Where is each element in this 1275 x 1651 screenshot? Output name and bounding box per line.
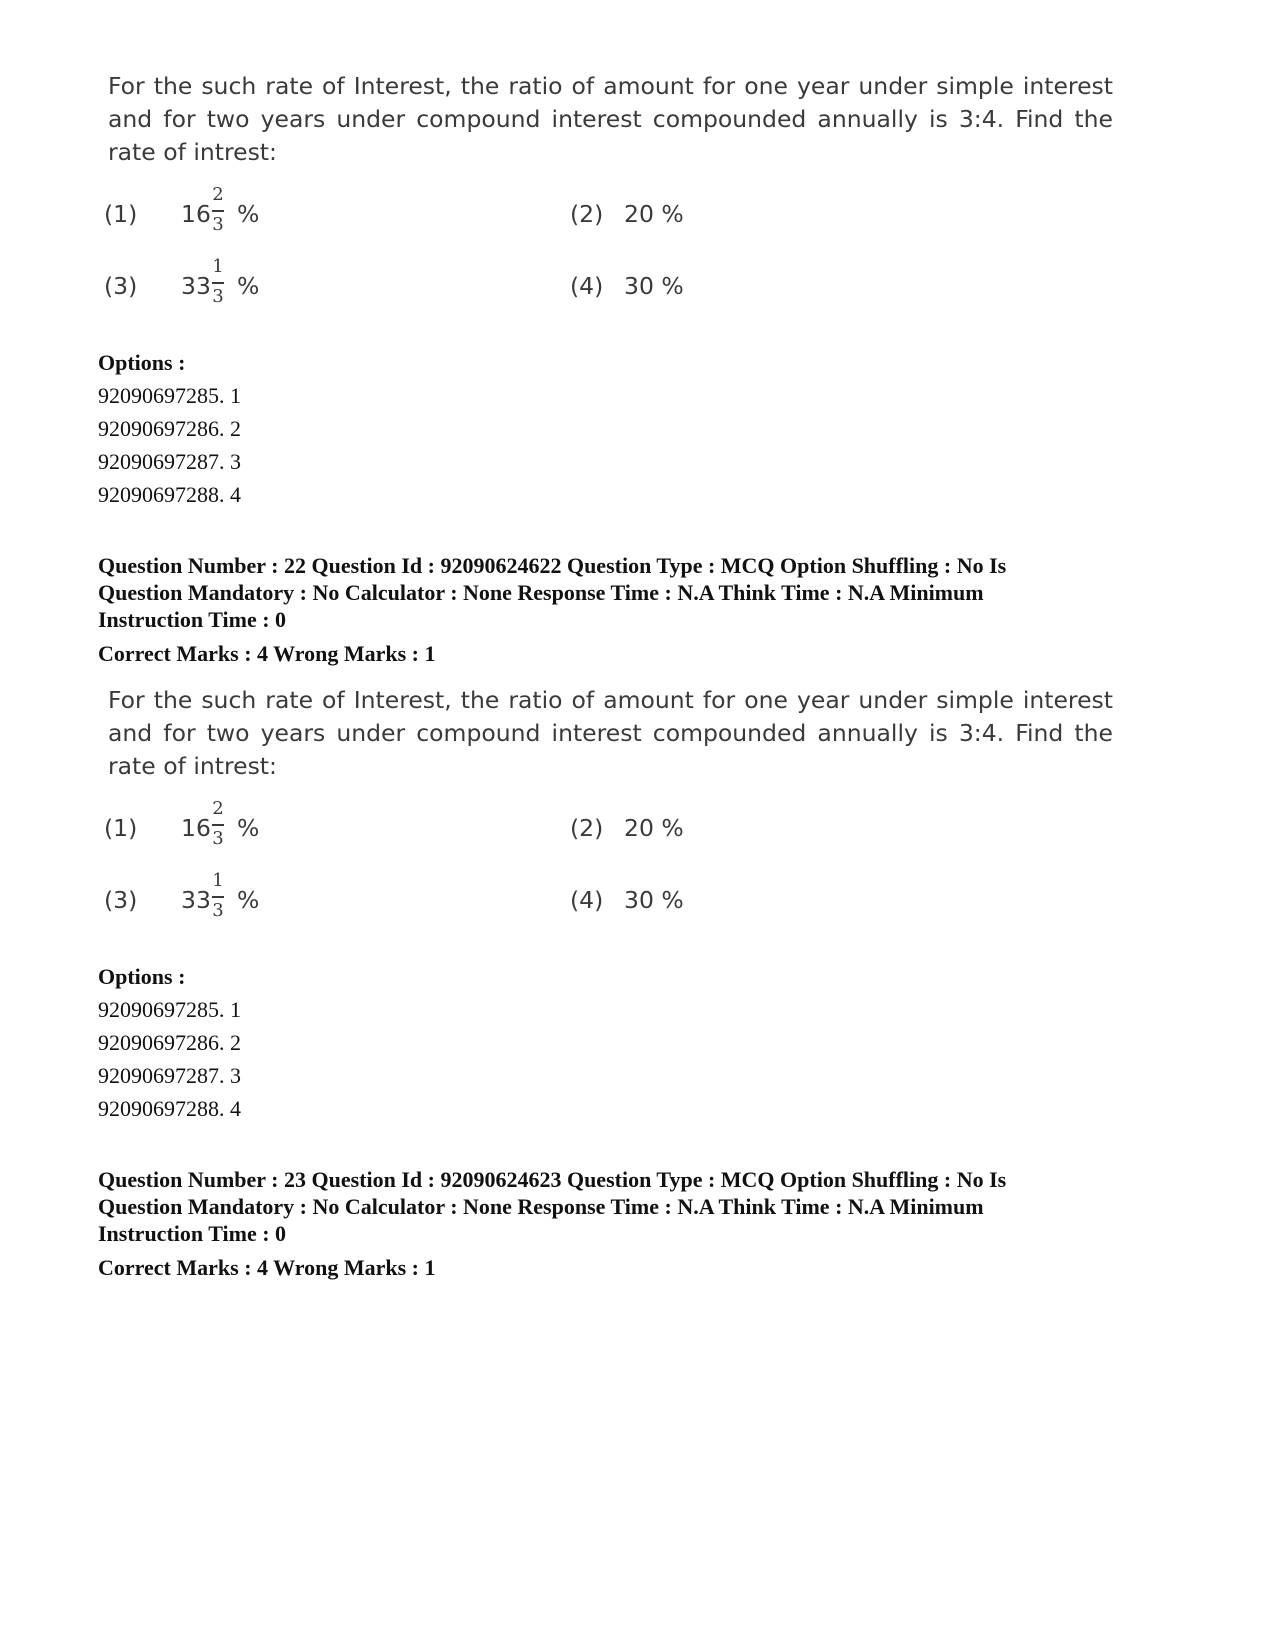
choice-percent: % bbox=[237, 272, 260, 300]
choice-1 bbox=[104, 798, 304, 858]
fraction-bar bbox=[212, 282, 224, 284]
fraction-numerator: 1 bbox=[212, 870, 224, 891]
question-text: For the such rate of Interest, the ratio of amount for one year under simple interest and for two years under compound interest compounded annually is 3:4. Find the rate of intrest: bbox=[108, 72, 1113, 166]
options-heading: Options : bbox=[98, 964, 186, 989]
option-item: 92090697285. 1 bbox=[98, 997, 241, 1022]
choice-label: (2) bbox=[570, 200, 604, 228]
fraction-denominator: 3 bbox=[212, 214, 224, 235]
choice-label: (4) bbox=[570, 272, 604, 300]
fraction-denominator: 3 bbox=[212, 900, 224, 921]
question-meta bbox=[98, 552, 1098, 633]
choice-value: 20 % bbox=[624, 200, 684, 228]
choice-label: (3) bbox=[104, 886, 138, 914]
meta-line: Question Number : 22 Question Id : 92090624622 Question Type : MCQ Option Shuffling : No Is bbox=[98, 553, 1007, 578]
fraction-denominator: 3 bbox=[212, 286, 224, 307]
choice-percent: % bbox=[237, 814, 260, 842]
choice-1 bbox=[104, 184, 304, 244]
fraction-numerator: 2 bbox=[212, 798, 224, 819]
option-item: 92090697287. 3 bbox=[98, 449, 241, 474]
question-meta bbox=[98, 1166, 1098, 1247]
option-item: 92090697288. 4 bbox=[98, 1096, 241, 1121]
question-image bbox=[98, 684, 1118, 944]
question-text: For the such rate of Interest, the ratio of amount for one year under simple interest and for two years under compound interest compounded annually is 3:4. Find the rate of intrest: bbox=[108, 686, 1113, 780]
choice-4 bbox=[570, 256, 770, 316]
choice-label: (2) bbox=[570, 814, 604, 842]
choice-value: 30 % bbox=[624, 886, 684, 914]
fraction-bar bbox=[212, 896, 224, 898]
question-marks: Correct Marks : 4 Wrong Marks : 1 bbox=[98, 641, 436, 666]
choice-2 bbox=[570, 184, 770, 244]
fraction-bar bbox=[212, 824, 224, 826]
meta-line: Instruction Time : 0 bbox=[98, 607, 287, 632]
choice-percent: % bbox=[237, 200, 260, 228]
choice-whole: 33 bbox=[181, 272, 211, 300]
choice-label: (1) bbox=[104, 814, 138, 842]
meta-line: Instruction Time : 0 bbox=[98, 1221, 287, 1246]
option-item: 92090697286. 2 bbox=[98, 1030, 241, 1055]
fraction-numerator: 1 bbox=[212, 256, 224, 277]
question-image bbox=[98, 70, 1118, 330]
fraction-numerator: 2 bbox=[212, 184, 224, 205]
choice-4 bbox=[570, 870, 770, 930]
choice-label: (3) bbox=[104, 272, 138, 300]
choice-3 bbox=[104, 256, 304, 316]
meta-line: Question Mandatory : No Calculator : None Response Time : N.A Think Time : N.A Minimum bbox=[98, 580, 984, 605]
choice-3 bbox=[104, 870, 304, 930]
option-item: 92090697288. 4 bbox=[98, 482, 241, 507]
choice-label: (4) bbox=[570, 886, 604, 914]
fraction-bar bbox=[212, 210, 224, 212]
choice-whole: 16 bbox=[181, 200, 211, 228]
question-marks: Correct Marks : 4 Wrong Marks : 1 bbox=[98, 1255, 436, 1280]
meta-line: Question Mandatory : No Calculator : None Response Time : N.A Think Time : N.A Minimum bbox=[98, 1194, 984, 1219]
choice-2 bbox=[570, 798, 770, 858]
choice-value: 20 % bbox=[624, 814, 684, 842]
meta-line: Question Number : 23 Question Id : 92090624623 Question Type : MCQ Option Shuffling : No Is bbox=[98, 1167, 1007, 1192]
option-item: 92090697286. 2 bbox=[98, 416, 241, 441]
option-item: 92090697285. 1 bbox=[98, 383, 241, 408]
choice-value: 30 % bbox=[624, 272, 684, 300]
choice-label: (1) bbox=[104, 200, 138, 228]
options-heading: Options : bbox=[98, 350, 186, 375]
choice-percent: % bbox=[237, 886, 260, 914]
choice-whole: 16 bbox=[181, 814, 211, 842]
choice-whole: 33 bbox=[181, 886, 211, 914]
fraction-denominator: 3 bbox=[212, 828, 224, 849]
option-item: 92090697287. 3 bbox=[98, 1063, 241, 1088]
